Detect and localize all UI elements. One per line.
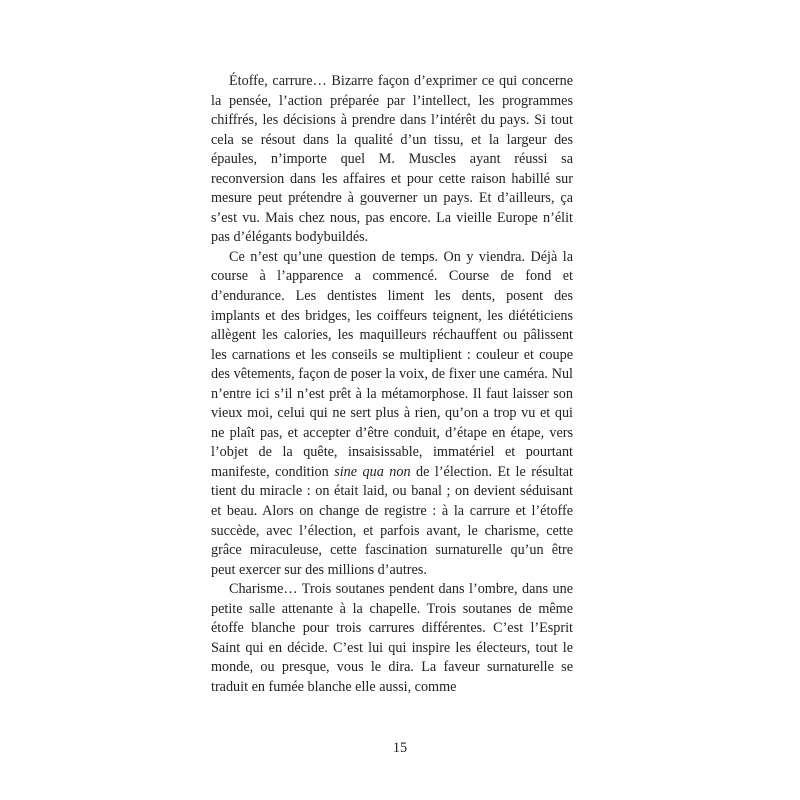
paragraph-etoffe-carrure bbox=[211, 72, 573, 248]
paragraph-question-de-temps bbox=[211, 248, 573, 580]
paragraph-text: Charisme… Trois soutanes pendent dans l’ombre, dans une petite salle attenante à la chapelle. Trois soutanes de même étoffe blanche pour trois carrures différentes. C’est l’Esprit Saint qui en décide. C’est lui qui inspire les électeurs, tout le monde, ou presque, vous le dira. La faveur surnaturelle se traduit en fumée blanche elle aussi, comme bbox=[211, 581, 573, 695]
paragraph-text-after-italic: de l’élection. Et le résultat tient du miracle : on était laid, ou banal ; on devient séduisant et beau. Alors on change de registre : à la carrure et l’étoffe succède, avec l’élection, et parfois avant, le charisme, cette grâce miraculeuse, cette fascination surnaturelle qu’un être peut exercer sur des millions d’autres. bbox=[211, 463, 573, 578]
page-number: 15 bbox=[392, 740, 408, 756]
paragraph-charisme bbox=[211, 580, 573, 697]
paragraph-text: Étoffe, carrure… Bizarre façon d’exprimer ce qui concerne la pensée, l’action préparée par l’intellect, les programmes chiffrés, les décisions à prendre dans l’intérêt du pays. Si tout cela se résout dans la qualité d’un tissu, et la largeur des épaules, n’importe quel M. Muscles ayant réussi sa reconversion dans les affaires et pour cette raison habillé sur mesure peut prétendre à gouverner un pays. Et d’ailleurs, ça s’est vu. Mais chez nous, pas encore. La vieille Europe n’élit pas d’élégants bodybuildés. bbox=[211, 73, 573, 246]
italic-phrase: sine qua non bbox=[334, 463, 411, 480]
paragraph-text-before-italic: Ce n’est qu’une question de temps. On y viendra. Déjà la course à l’apparence a commencé. Course de fond et d’endurance. Les dentistes liment les dents, posent des implants et des bridges, les coiffeurs teignent, les diététiciens allègent les calories, les maquilleurs réchauffent ou pâlissent les carnations et les conseils se multiplient : couleur et coupe des vêtements, façon de poser la voix, de fixer une caméra. Nul n’entre ici s’il n’est prêt à la métamorphose. Il faut laisser son vieux moi, celui qui ne sert plus à rien, qu’on a trop vu et qui ne plaît pas, et accepter d’être conduit, d’étape en étape, vers l’objet de la quête, insaisissable, immatériel et pourtant manifeste, condition bbox=[211, 248, 573, 480]
book-page-text bbox=[211, 72, 573, 698]
